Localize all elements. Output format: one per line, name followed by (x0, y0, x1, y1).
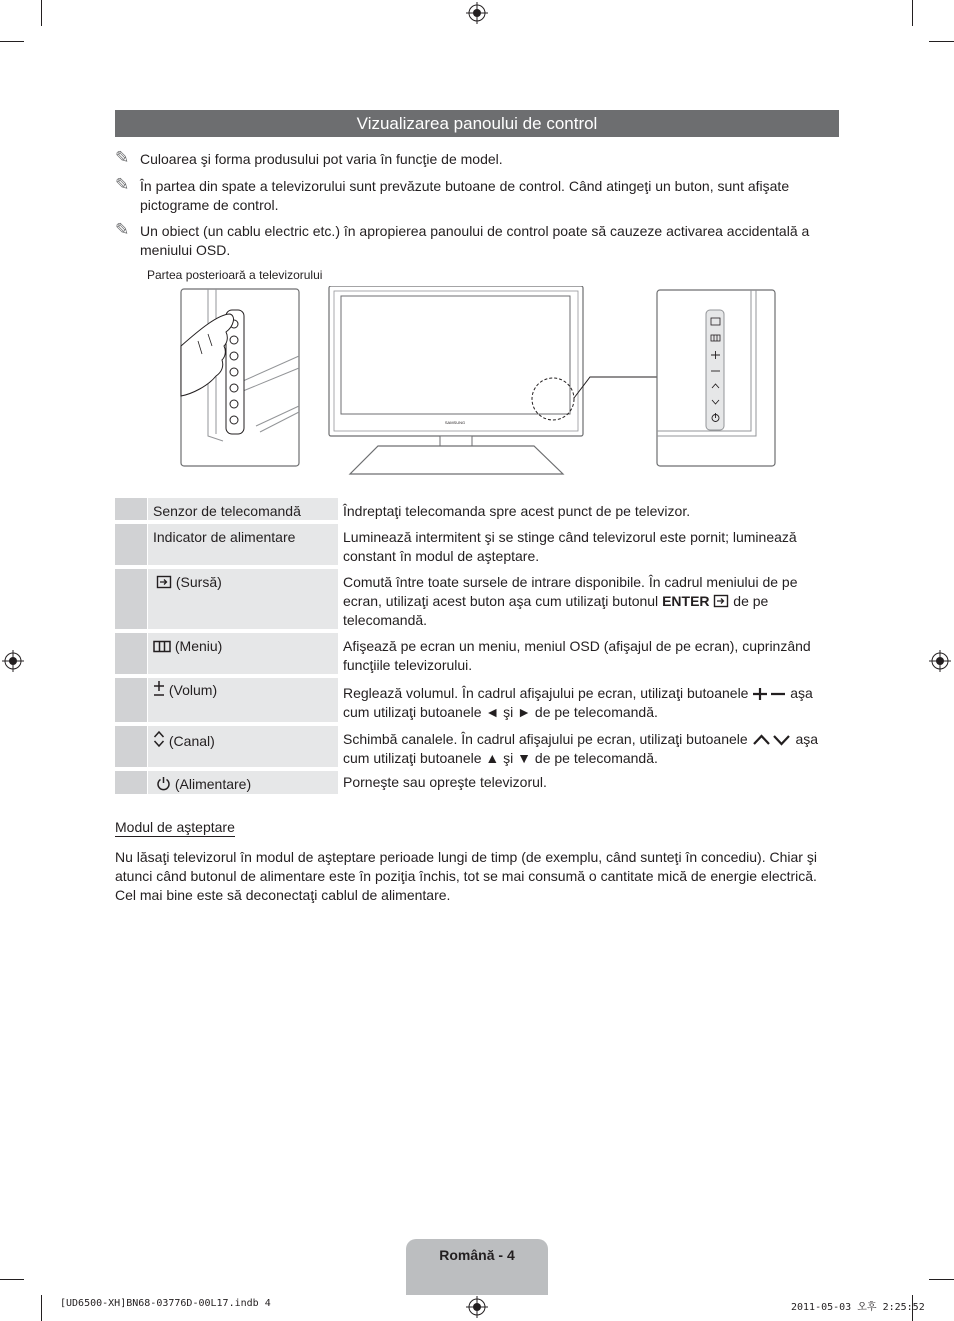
control-name: Indicator de alimentare (148, 524, 338, 565)
menu-icon (153, 640, 171, 653)
table-row (115, 726, 839, 767)
control-name-text: (Canal) (168, 733, 215, 749)
crop-mark (912, 0, 913, 26)
control-description: Porneşte sau opreşte televizorul. (343, 774, 547, 790)
enter-label: ENTER (662, 593, 710, 609)
registration-mark-icon (929, 650, 951, 672)
brand-logo: SAMSUNG (444, 420, 466, 425)
channel-buttons-icon (752, 733, 792, 746)
control-name-text: (Volum) (168, 682, 218, 698)
crop-mark (929, 41, 954, 42)
row-marker (115, 569, 147, 629)
control-name (148, 569, 338, 629)
date-slug: 2011-05-03 오후 2:25:52 (791, 1302, 925, 1313)
control-description: Afişează pe ecran un meniu, meniul OSD (afişajul de pe ecran), cuprinzând funcţiile televizorului. (343, 638, 811, 673)
description-text: Schimbă canalele. În cadrul afişajului pe ecran, utilizaţi butoanele (343, 731, 752, 747)
file-slug: [UD6500-XH]BN68-03776D-00L17.indb 4 (60, 1298, 271, 1309)
note-text: În partea din spate a televizorului sunt prevăzute butoane de control. Când atingeţi un buton, sunt afişate pictograme de control. (140, 178, 790, 213)
control-name-text: (Meniu) (174, 638, 223, 654)
registration-mark-icon (2, 650, 24, 672)
description-text: Reglează volumul. În cadrul afişajului pe ecran, utilizaţi butoanele (343, 685, 753, 701)
source-icon (156, 575, 172, 589)
description-text: aşa cum utilizaţi butoanele ◄ şi ► de pe telecomandă. (343, 685, 813, 720)
description-text: de pe telecomandă. (343, 593, 769, 628)
control-name (148, 678, 338, 722)
note (115, 150, 841, 169)
crop-mark (0, 41, 24, 42)
description-text: aşa cum utilizaţi butoanele ▲ şi ▼ de pe telecomandă. (343, 731, 819, 766)
table-row (115, 633, 839, 674)
row-marker (115, 678, 147, 722)
control-description: Îndreptaţi telecomanda spre acest punct de pe televizor. (343, 503, 691, 519)
control-description (343, 726, 839, 768)
note-pencil-icon: ✎ (115, 220, 130, 239)
note-pencil-icon: ✎ (115, 175, 130, 194)
crop-mark (41, 1295, 42, 1321)
crop-mark (0, 1279, 24, 1280)
plus-minus-icon (153, 680, 165, 697)
note (115, 177, 841, 215)
control-name (148, 726, 338, 767)
standby-paragraph: Nu lăsaţi televizorul în modul de aşteptare perioade lungi de timp (de exemplu, când sunteţi în concediu). Chiar şi atunci când butonul de alimentare este în poziţia închis, tot se mai consumă o cantitate mică de energie electrică. Cel mai bine este să deconectaţi cablul de alimentare. (115, 849, 817, 903)
page-number: Română - 4 (439, 1247, 515, 1263)
control-description (343, 678, 839, 722)
crop-mark (929, 1279, 954, 1280)
enter-icon (713, 594, 729, 608)
control-name (148, 771, 338, 794)
control-description (343, 569, 839, 630)
note-text: Culoarea şi forma produsului pot varia în funcţie de model. (140, 151, 503, 167)
control-description: Luminează intermitent şi se stinge când televizorul este pornit; luminează constant în modul de aşteptare. (343, 529, 797, 564)
row-marker (115, 633, 147, 674)
row-marker (115, 771, 147, 794)
standby-heading: Modul de aşteptare (115, 819, 235, 835)
table-row (115, 498, 839, 520)
page-number-tab (406, 1239, 548, 1295)
note-text: Un obiect (un cablu electric etc.) în apropierea panoului de control poate să cauzeze activarea accidentală a meniului OSD. (140, 223, 810, 258)
row-marker (115, 498, 147, 520)
section-title: Vizualizarea panoului de control (115, 110, 839, 137)
table-row (115, 771, 839, 794)
control-name-text: (Alimentare) (174, 776, 252, 792)
row-marker (115, 524, 147, 565)
table-row (115, 524, 839, 565)
crop-mark (41, 0, 42, 26)
registration-mark-icon (466, 1296, 488, 1318)
control-name (148, 633, 338, 674)
power-icon (156, 776, 171, 791)
description-text: Comută între toate sursele de intrare disponibile. În cadrul meniului de pe ecran, utilizaţi acest buton aşa cum utilizaţi butonul (343, 574, 798, 609)
note (115, 222, 841, 260)
note-pencil-icon: ✎ (115, 148, 130, 167)
control-name-text: (Sursă) (175, 574, 222, 590)
figure-caption: Partea posterioară a televizorului (147, 268, 323, 282)
table-row (115, 569, 839, 629)
row-marker (115, 726, 147, 767)
table-row (115, 678, 839, 722)
plus-minus-buttons-icon (752, 688, 786, 700)
control-name: Senzor de telecomandă (148, 498, 338, 520)
tv-control-panel-illustration (178, 286, 778, 478)
registration-mark-icon (466, 2, 488, 24)
channel-icon (153, 730, 165, 748)
